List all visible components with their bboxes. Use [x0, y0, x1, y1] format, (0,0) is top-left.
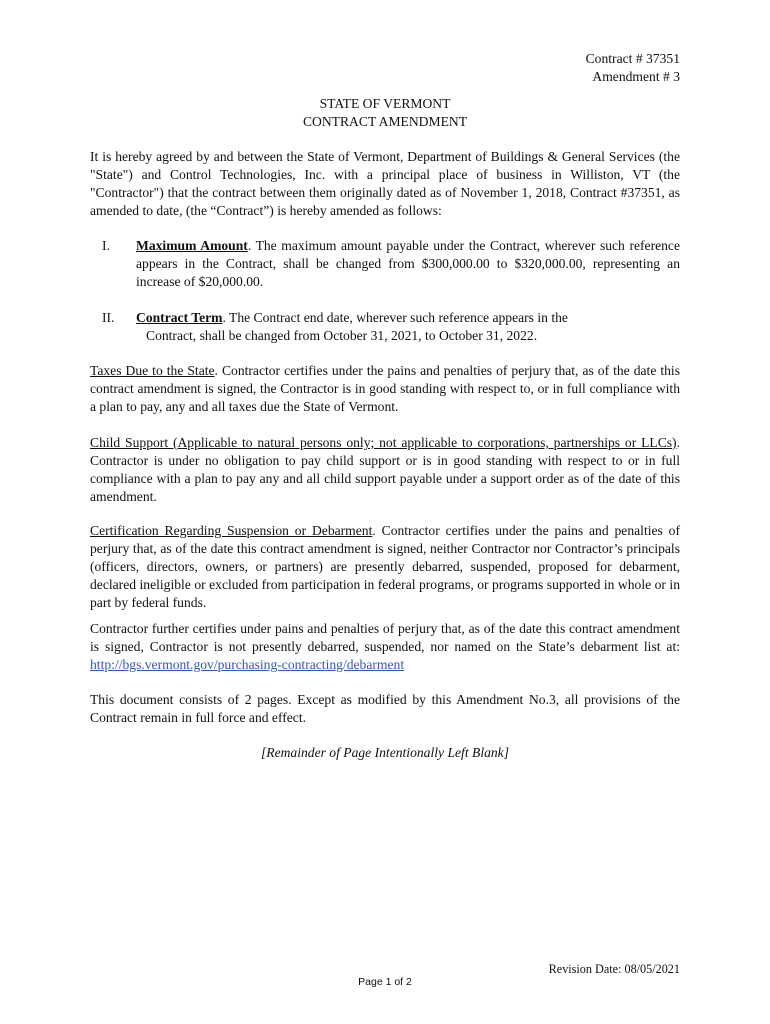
contract-number: Contract # 37351 — [585, 51, 680, 66]
taxes-text: . Contractor certifies under the pains and penalties of perjury that, as of the date this contract amendment is signed, the Contractor is in good standing with respect to, or in full compliance with a plan to pay, any and all taxes due the State of Vermont. — [90, 363, 680, 414]
taxes-heading: Taxes Due to the State — [90, 363, 215, 378]
amendment-item-1 — [90, 237, 680, 291]
child-support-heading: Child Support (Applicable to natural persons only; not applicable to corporations, partnerships or LLCs) — [90, 435, 677, 450]
intro-paragraph: It is hereby agreed by and between the State of Vermont, Department of Buildings & General Services (the "State") and Control Technologies, Inc. with a principal place of business in Williston, VT (the "Contractor") that the contract between them originally dated as of November 1, 2018, Contract #37351, as amended to date, (the “Contract”) is hereby amended as follows: — [90, 149, 680, 218]
item-text-continued: Contract, shall be changed from October 31, 2021, to October 31, 2022. — [146, 328, 538, 343]
amendment-item-2 — [90, 309, 680, 345]
item-heading: Contract Term — [136, 310, 223, 325]
amendment-number: Amendment # 3 — [592, 69, 680, 84]
taxes-paragraph — [90, 362, 680, 416]
title-line-2: CONTRACT AMENDMENT — [302, 114, 467, 129]
page-number: Page 1 of 2 — [358, 976, 412, 988]
further-text: Contractor further certifies under pains and penalties of perjury that, as of the date this contract amendment is signed, Contractor is not presently debarred, suspended, nor named on the State’s debarment list at: — [90, 621, 680, 654]
item-text: . The Contract end date, wherever such reference appears in the — [222, 310, 568, 325]
remainder-blank-note: [Remainder of Page Intentionally Left Blank] — [260, 745, 510, 760]
item-number: II. — [102, 310, 115, 325]
certification-text: . Contractor certifies under the pains and penalties of perjury that, as of the date this contract amendment is signed, neither Contractor nor Contractor’s principals (officers, directors, owners, or partners) are presently debarred, suspended, proposed for debarment, declared ineligible or excluded from participation in federal programs, or programs supported in whole or in part by federal funds. — [90, 523, 680, 610]
item-text: . The maximum amount payable under the Contract, wherever such reference appears in the Contract, shall be changed from $300,000.00 to $320,000.00, representing an increase of $20,000.00. — [136, 238, 680, 289]
pages-note-paragraph: This document consists of 2 pages. Except as modified by this Amendment No.3, all provisions of the Contract remain in full force and effect. — [90, 692, 680, 725]
certification-heading: Certification Regarding Suspension or Debarment — [90, 523, 373, 538]
debarment-list-link[interactable]: http://bgs.vermont.gov/purchasing-contracting/debarment — [90, 657, 405, 672]
item-number: I. — [102, 238, 110, 253]
contract-header — [586, 50, 680, 86]
document-title — [0, 95, 770, 131]
item-heading: Maximum Amount — [136, 238, 248, 253]
child-support-text: . Contractor is under no obligation to pay child support or is in good standing with respect to or in full compliance with a plan to pay any and all child support payable under a support order as of the date of this amendment. — [90, 435, 680, 504]
revision-date: Revision Date: 08/05/2021 — [548, 962, 680, 976]
title-line-1: STATE OF VERMONT — [319, 96, 451, 111]
certification-paragraph — [90, 522, 680, 612]
further-certification-paragraph — [90, 620, 680, 674]
child-support-paragraph — [90, 434, 680, 506]
